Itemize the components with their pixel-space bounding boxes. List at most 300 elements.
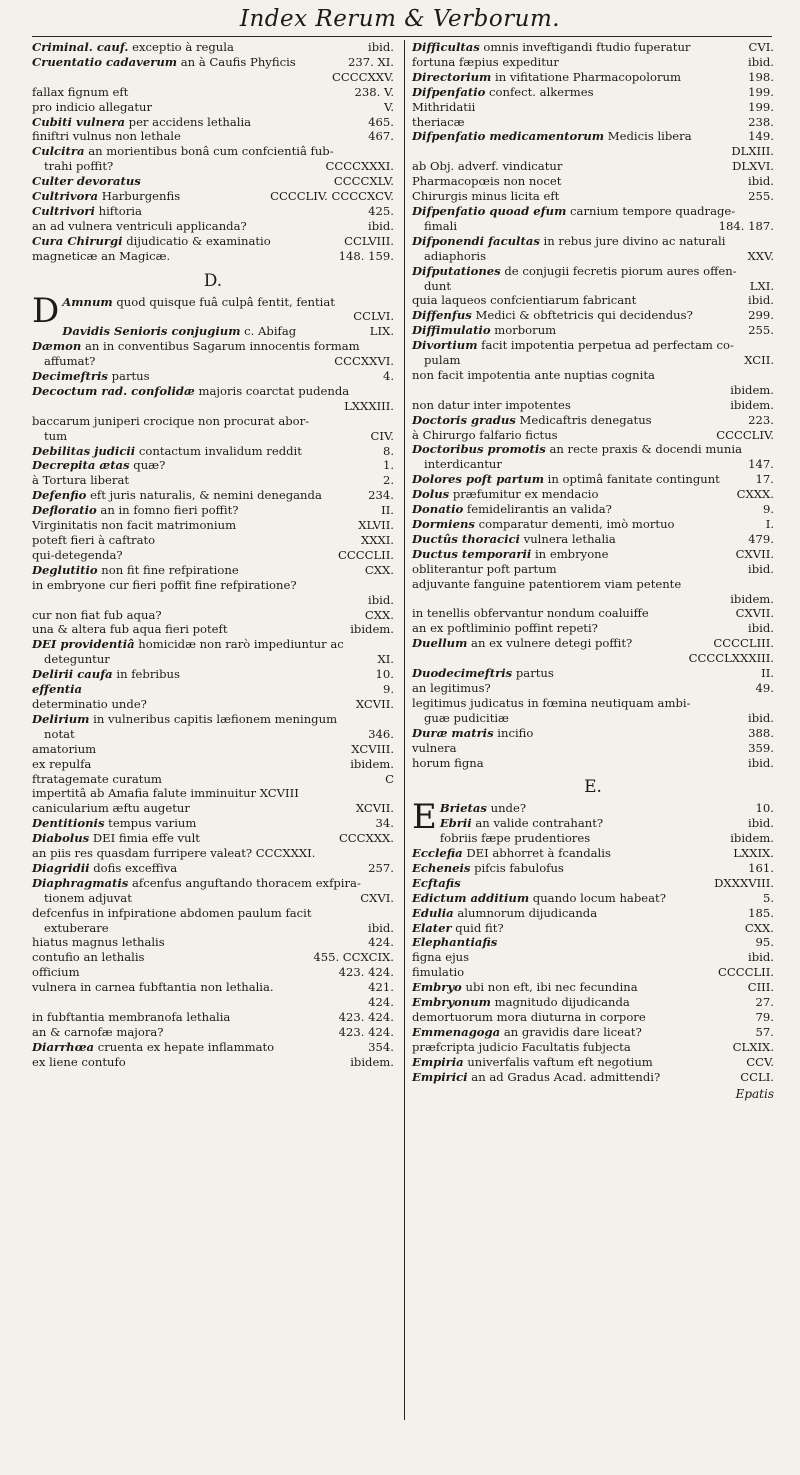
index-entry bbox=[32, 503, 394, 518]
entry-text: poteft fieri à caftrato bbox=[32, 533, 156, 547]
index-entry bbox=[32, 563, 394, 578]
entry-text: una & altera fub aqua fieri poteft bbox=[32, 622, 228, 637]
entry-text: trahi poffit? bbox=[44, 159, 114, 174]
entry-line bbox=[32, 324, 394, 339]
entry-line bbox=[32, 533, 394, 548]
entry-text: deteguntur bbox=[44, 652, 110, 667]
entry-line bbox=[32, 354, 394, 369]
page-reference: ibidem. bbox=[346, 757, 394, 772]
entry-line bbox=[412, 741, 774, 756]
index-entry bbox=[32, 667, 394, 682]
index-entry bbox=[412, 726, 774, 741]
page-reference: 17. bbox=[752, 472, 774, 487]
entry-text: qui-detegenda? bbox=[32, 547, 123, 562]
entry-line bbox=[412, 861, 774, 876]
entry-line bbox=[32, 444, 394, 459]
entry-text: non datur inter impotentes bbox=[412, 397, 571, 412]
page-reference: CLXIX. bbox=[729, 1040, 774, 1055]
index-entry bbox=[32, 578, 394, 608]
entry-text: Duellum an ex vulnere detegi poffit? bbox=[412, 636, 633, 651]
page-reference: CCCXXVI. bbox=[330, 354, 394, 369]
page-reference: 161. bbox=[744, 861, 774, 876]
entry-line bbox=[412, 980, 774, 995]
entry-line bbox=[412, 1025, 774, 1040]
page-reference: ibid. bbox=[744, 174, 774, 189]
page-reference: 34. bbox=[372, 816, 394, 831]
index-entry bbox=[32, 801, 394, 816]
entry-line bbox=[412, 442, 774, 457]
page-reference: CCLVI. bbox=[349, 309, 394, 324]
page-reference: 9. bbox=[379, 682, 394, 697]
entry-line bbox=[412, 338, 774, 353]
index-entry bbox=[32, 339, 394, 369]
index-entry bbox=[32, 757, 394, 772]
index-entry bbox=[412, 234, 774, 264]
index-entry bbox=[412, 980, 774, 995]
entry-line bbox=[412, 219, 774, 234]
index-entry bbox=[32, 290, 394, 331]
entry-text: Dolus præfumitur ex mendacio bbox=[412, 487, 599, 502]
entry-line bbox=[412, 100, 774, 115]
index-entry bbox=[32, 831, 394, 846]
entry-line bbox=[32, 548, 394, 563]
page-reference: II. bbox=[377, 503, 394, 518]
entry-text: Diagridii dofis exceffiva bbox=[32, 860, 178, 875]
entry-text: Difpenfatio confect. alkermes bbox=[412, 84, 594, 99]
page-reference: CCCCXXV. bbox=[328, 70, 394, 85]
entry-text: Elater quid fit? bbox=[412, 920, 504, 935]
headword: Donatio bbox=[412, 502, 464, 517]
headword: Ecclefia bbox=[412, 846, 463, 861]
index-entry bbox=[412, 40, 774, 55]
entry-line bbox=[32, 219, 394, 234]
index-entry bbox=[412, 606, 774, 621]
index-entry bbox=[32, 473, 394, 488]
index-entry bbox=[32, 950, 394, 965]
page-reference: 2. bbox=[379, 473, 394, 488]
headword: Difficultas bbox=[412, 40, 480, 54]
entry-line bbox=[412, 159, 774, 174]
page-reference: XXXI. bbox=[357, 533, 394, 548]
entry-line bbox=[32, 115, 394, 130]
entry-text: Ebrii an valide contrahant? bbox=[439, 816, 604, 831]
index-entry bbox=[32, 548, 394, 563]
page-reference: 424. bbox=[364, 935, 394, 950]
entry-text: impertitâ ab Amafia falute imminuitur XCVIII bbox=[32, 786, 299, 801]
headword: Directorium bbox=[412, 69, 492, 84]
page-reference: 49. bbox=[752, 681, 774, 696]
entry-line bbox=[32, 950, 394, 965]
right-column bbox=[412, 40, 774, 1101]
index-entry bbox=[412, 129, 774, 159]
page-reference: 4. bbox=[379, 369, 394, 384]
headword: Amnum bbox=[62, 294, 113, 309]
page-reference: 299. bbox=[744, 308, 774, 323]
entry-text: quia laqueos confcientiarum fabricant bbox=[412, 293, 637, 308]
entry-line bbox=[412, 965, 774, 980]
entry-text: vulnera bbox=[412, 740, 457, 755]
headword: Echeneis bbox=[412, 860, 471, 875]
entry-line bbox=[412, 472, 774, 487]
entry-line bbox=[32, 995, 394, 1010]
index-entry bbox=[412, 1010, 774, 1025]
entry-line bbox=[32, 622, 394, 637]
entry-text: pro indicio allegatur bbox=[32, 99, 152, 114]
headword: Cultrivora bbox=[32, 189, 99, 204]
entry-line bbox=[32, 712, 394, 727]
page-reference: XI. bbox=[373, 652, 394, 667]
entry-text: Mithridatii bbox=[412, 99, 476, 114]
page-reference: ibid. bbox=[364, 219, 394, 234]
entry-line bbox=[412, 129, 774, 144]
entry-text: interdicantur bbox=[424, 457, 502, 472]
entry-line bbox=[412, 816, 774, 831]
page-reference: ibidem. bbox=[726, 383, 774, 398]
entry-text: Ductus temporarii in embryone bbox=[412, 546, 609, 561]
entry-text: Diarrhœa cruenta ex hepate inflammato bbox=[32, 1039, 275, 1054]
index-entry bbox=[412, 846, 774, 861]
index-entry bbox=[32, 697, 394, 712]
index-entry bbox=[412, 666, 774, 681]
entry-line bbox=[412, 189, 774, 204]
index-entry bbox=[32, 384, 394, 414]
entry-text: an piis res quasdam furripere valeat? CCCXXXI. bbox=[32, 846, 316, 861]
entry-line bbox=[32, 414, 394, 429]
entry-text: Decrepita ætas quæ? bbox=[32, 458, 166, 473]
entry-line bbox=[412, 383, 774, 398]
entry-text: Decimeftris partus bbox=[32, 369, 150, 384]
entry-text: baccarum juniperi crocique non procurat abor- bbox=[32, 413, 310, 428]
index-entry bbox=[32, 55, 394, 85]
entry-text: fortuna fæpius expeditur bbox=[412, 54, 559, 69]
entry-text: hiatus magnus lethalis bbox=[32, 935, 165, 950]
index-entry bbox=[412, 159, 774, 174]
page-reference: XCII. bbox=[740, 353, 774, 368]
entry-line bbox=[412, 532, 774, 547]
page-reference: C bbox=[381, 772, 394, 787]
page-reference: DLXIII. bbox=[727, 144, 774, 159]
entry-line bbox=[32, 518, 394, 533]
entry-text: Culcitra an morientibus bonâ cum confcientiâ fub- bbox=[32, 144, 334, 159]
index-entry bbox=[32, 414, 394, 444]
headword: Cruentatio cadaverum bbox=[32, 54, 178, 69]
entry-line bbox=[32, 682, 394, 697]
headword: Difpenfatio bbox=[412, 84, 486, 99]
index-entry bbox=[32, 144, 394, 174]
entry-line bbox=[32, 1040, 394, 1055]
index-entry bbox=[32, 742, 394, 757]
headword: Culcitra bbox=[32, 144, 85, 159]
entry-text: Emmenagoga an gravidis dare liceat? bbox=[412, 1024, 642, 1039]
entry-text: Empirici an ad Gradus Acad. admittendi? bbox=[412, 1069, 661, 1084]
entry-line bbox=[32, 906, 394, 921]
entry-line bbox=[32, 697, 394, 712]
headword: Emmenagoga bbox=[412, 1024, 501, 1039]
page-reference: LXXXIII. bbox=[340, 399, 394, 414]
entry-text: legitimus judicatus in fœmina neutiquam ambi- bbox=[412, 695, 691, 710]
entry-text: fallax fignum eft bbox=[32, 84, 129, 99]
page-reference: 359. bbox=[744, 741, 774, 756]
page-reference: CXVI. bbox=[356, 891, 394, 906]
headword: Diffimulatio bbox=[412, 323, 491, 338]
entry-line bbox=[32, 831, 394, 846]
index-entry bbox=[32, 712, 394, 742]
page-reference: XCVII. bbox=[352, 697, 394, 712]
entry-text: adiaphoris bbox=[424, 248, 487, 263]
entry-line bbox=[32, 608, 394, 623]
headword: Culter devoratus bbox=[32, 174, 141, 189]
page-reference: XCVII. bbox=[352, 801, 394, 816]
entry-line bbox=[412, 234, 774, 249]
entry-line bbox=[412, 756, 774, 771]
index-entry bbox=[32, 980, 394, 1010]
page-reference: CVI. bbox=[744, 40, 774, 55]
page-reference: V. bbox=[380, 100, 394, 115]
index-entry bbox=[412, 741, 774, 756]
entry-text: Embryo ubi non eft, ibi nec fecundina bbox=[412, 980, 638, 995]
entry-text: officium bbox=[32, 965, 80, 980]
index-entry bbox=[32, 906, 394, 936]
index-entry bbox=[32, 1010, 394, 1025]
index-entry bbox=[412, 472, 774, 487]
headword: Ecftafis bbox=[412, 875, 461, 890]
page-reference: 424. bbox=[364, 995, 394, 1010]
entry-text: ex liene contufo bbox=[32, 1054, 126, 1069]
headword: Dolus bbox=[412, 487, 450, 502]
entry-text: guæ pudicitiæ bbox=[424, 710, 509, 725]
index-entry bbox=[412, 1070, 774, 1085]
entry-line bbox=[32, 204, 394, 219]
catchword: Epatis bbox=[735, 1086, 774, 1101]
index-entry bbox=[412, 636, 774, 666]
entry-text: Doctoribus promotis an recte praxis & docendi munia bbox=[412, 442, 742, 457]
entry-line bbox=[32, 921, 394, 936]
entry-text: à Chirurgo falfario fictus bbox=[412, 427, 558, 442]
headword: Davidis Senioris conjugium bbox=[62, 324, 241, 339]
headword: DEI providentiâ bbox=[32, 637, 135, 652]
entry-line bbox=[412, 1040, 774, 1055]
entry-line bbox=[412, 308, 774, 323]
index-entry bbox=[32, 772, 394, 787]
index-entry bbox=[412, 1025, 774, 1040]
index-entry bbox=[412, 995, 774, 1010]
entry-text: ex repulfa bbox=[32, 756, 92, 771]
headword: Defenfio bbox=[32, 488, 87, 503]
page-reference: DXXXVIII. bbox=[710, 876, 774, 891]
page-reference: 9. bbox=[759, 502, 774, 517]
index-entry bbox=[412, 965, 774, 980]
headword: Deglutitio bbox=[32, 562, 98, 577]
entry-line bbox=[32, 100, 394, 115]
drop-cap: D bbox=[32, 290, 60, 331]
headword: Difpenfatio quoad efum bbox=[412, 203, 567, 218]
entry-text: Difputationes de conjugii fecretis piorum aures offen- bbox=[412, 263, 737, 278]
index-entry bbox=[412, 861, 774, 876]
index-entry bbox=[32, 369, 394, 384]
index-entry bbox=[412, 323, 774, 338]
entry-text: Duræ matris incifio bbox=[412, 725, 534, 740]
page-reference: 27. bbox=[752, 995, 774, 1010]
entry-line bbox=[412, 606, 774, 621]
entry-line bbox=[32, 935, 394, 950]
page-reference: 95. bbox=[752, 935, 774, 950]
entry-line bbox=[32, 652, 394, 667]
index-entry bbox=[32, 846, 394, 861]
page-reference: 346. bbox=[364, 727, 394, 742]
entry-text: Difficultas omnis inveftigandi ftudio fuperatur bbox=[412, 40, 691, 54]
entry-line bbox=[32, 234, 394, 249]
page-reference: LXI. bbox=[746, 279, 774, 294]
page-reference: 255. bbox=[744, 189, 774, 204]
entry-line bbox=[32, 563, 394, 578]
entry-line bbox=[32, 891, 394, 906]
page-reference: 199. bbox=[744, 85, 774, 100]
page-reference: ibid. bbox=[744, 293, 774, 308]
index-entry bbox=[412, 696, 774, 726]
page-reference: ibidem. bbox=[726, 831, 774, 846]
entry-text: fobriis fæpe prudentiores bbox=[439, 831, 591, 846]
entry-line bbox=[32, 339, 394, 354]
entry-text: Debilitas judicii contactum invalidum reddit bbox=[32, 443, 302, 458]
index-entry bbox=[412, 906, 774, 921]
entry-line bbox=[412, 487, 774, 502]
entry-text: præfcripta judicio Facultatis fubjecta bbox=[412, 1039, 631, 1054]
entry-text: dunt bbox=[424, 278, 452, 293]
entry-text: Edulia alumnorum dijudicanda bbox=[412, 905, 598, 920]
page-reference: CXX. bbox=[361, 608, 394, 623]
page-reference: ibid. bbox=[744, 816, 774, 831]
entry-line bbox=[412, 85, 774, 100]
page-reference: CCCCXLV. bbox=[330, 174, 394, 189]
index-entry bbox=[32, 458, 394, 473]
page-reference: LIX. bbox=[366, 324, 394, 339]
entry-text: adjuvante fanguine patentiorem viam petente bbox=[412, 576, 682, 591]
entry-text: horum figna bbox=[412, 755, 484, 770]
entry-text: Dentitionis tempus varium bbox=[32, 816, 197, 831]
entry-line bbox=[32, 40, 394, 55]
index-entry bbox=[32, 935, 394, 950]
page-reference: 8. bbox=[379, 444, 394, 459]
page-reference: 149. bbox=[744, 129, 774, 144]
page-reference: 455. CCXCIX. bbox=[309, 950, 394, 965]
entry-text: ab Obj. adverf. vindicatur bbox=[412, 159, 563, 174]
page-reference: CCCCLXXXIII. bbox=[685, 651, 774, 666]
page-reference: 255. bbox=[744, 323, 774, 338]
page-reference: 223. bbox=[744, 413, 774, 428]
entry-text: Defenfio eft juris naturalis, & nemini deneganda bbox=[32, 488, 322, 503]
entry-line bbox=[412, 428, 774, 443]
entry-line bbox=[32, 1025, 394, 1040]
entry-line bbox=[32, 965, 394, 980]
entry-line bbox=[32, 189, 394, 204]
drop-cap: E bbox=[412, 797, 437, 838]
entry-text: Difpenfatio quoad efum carnium tempore quadrage- bbox=[412, 203, 736, 218]
page-reference: 184. 187. bbox=[715, 219, 774, 234]
entry-line bbox=[32, 801, 394, 816]
entry-text: Defloratio an in fomno fieri poffit? bbox=[32, 503, 239, 518]
entry-text: Brietas unde? bbox=[439, 801, 527, 816]
index-entry bbox=[412, 950, 774, 965]
entry-line bbox=[32, 1010, 394, 1025]
page-reference: CCCCLIV. CCCCXCV. bbox=[266, 189, 394, 204]
page-reference: 423. 424. bbox=[335, 1010, 394, 1025]
page-reference: 423. 424. bbox=[335, 965, 394, 980]
index-entry bbox=[32, 234, 394, 249]
entry-text: Cura Chirurgi dijudicatio & examinatio bbox=[32, 233, 271, 248]
page-reference: ibidem. bbox=[346, 1055, 394, 1070]
index-entry bbox=[32, 174, 394, 189]
page-reference: 425. bbox=[364, 204, 394, 219]
entry-text bbox=[32, 174, 141, 189]
entry-text: Cruentatio cadaverum an à Caufis Phyficis bbox=[32, 54, 296, 69]
headword: Doctoris gradus bbox=[412, 412, 516, 427]
index-entry bbox=[32, 518, 394, 533]
left-column bbox=[32, 40, 394, 1070]
page-reference: 257. bbox=[364, 861, 394, 876]
entry-line bbox=[412, 681, 774, 696]
entry-line bbox=[412, 891, 774, 906]
entry-line bbox=[32, 757, 394, 772]
entry-line bbox=[32, 846, 394, 861]
entry-text: figna ejus bbox=[412, 950, 470, 965]
entry-text: amatorium bbox=[32, 741, 97, 756]
page-reference: 148. 159. bbox=[335, 249, 394, 264]
entry-text: à Tortura liberat bbox=[32, 473, 130, 488]
entry-text: Embryonum magnitudo dijudicanda bbox=[412, 995, 630, 1010]
section-d-entries bbox=[32, 290, 394, 1070]
page-reference: CCV. bbox=[742, 1055, 774, 1070]
entry-line bbox=[412, 1010, 774, 1025]
entry-line bbox=[32, 129, 394, 144]
entry-line bbox=[32, 144, 394, 159]
page-reference: DLXVI. bbox=[728, 159, 774, 174]
entry-text: canicularium æftu augetur bbox=[32, 801, 190, 816]
entry-line bbox=[32, 159, 394, 174]
entry-line bbox=[412, 204, 774, 219]
index-entry bbox=[32, 965, 394, 980]
page-reference: ibid. bbox=[364, 593, 394, 608]
entry-line bbox=[32, 174, 394, 189]
headword: Embryo bbox=[412, 980, 462, 995]
page-reference: 198. bbox=[744, 70, 774, 85]
entry-line bbox=[32, 637, 394, 652]
entry-text: Diffenfus Medici & obftetricis qui decidendus? bbox=[412, 308, 693, 323]
entry-line bbox=[412, 562, 774, 577]
entry-line bbox=[412, 502, 774, 517]
entry-text: Ecclefia DEI abhorret à fcandalis bbox=[412, 846, 611, 861]
headword: Diffenfus bbox=[412, 308, 472, 323]
index-entry bbox=[32, 189, 394, 204]
entry-text: obliterantur poft partum bbox=[412, 561, 557, 576]
page-reference: CCLVIII. bbox=[340, 234, 394, 249]
headword: Empiria bbox=[412, 1054, 464, 1069]
page-reference: CXX. bbox=[361, 563, 394, 578]
entry-line bbox=[412, 592, 774, 607]
entry-text: Ductûs thoracici vulnera lethalia bbox=[412, 531, 616, 546]
index-entry bbox=[32, 533, 394, 548]
index-entry bbox=[412, 413, 774, 428]
page-reference: ibid. bbox=[744, 621, 774, 636]
index-entry bbox=[32, 100, 394, 115]
entry-text: Cubiti vulnera per accidens lethalia bbox=[32, 114, 252, 129]
page-reference: I. bbox=[762, 517, 774, 532]
entry-text: Empiria univerfalis vaftum eft negotium bbox=[412, 1054, 653, 1069]
index-entry bbox=[32, 444, 394, 459]
entry-line bbox=[412, 115, 774, 130]
index-entry bbox=[32, 786, 394, 801]
page-reference: 199. bbox=[744, 100, 774, 115]
index-entry bbox=[412, 547, 774, 562]
